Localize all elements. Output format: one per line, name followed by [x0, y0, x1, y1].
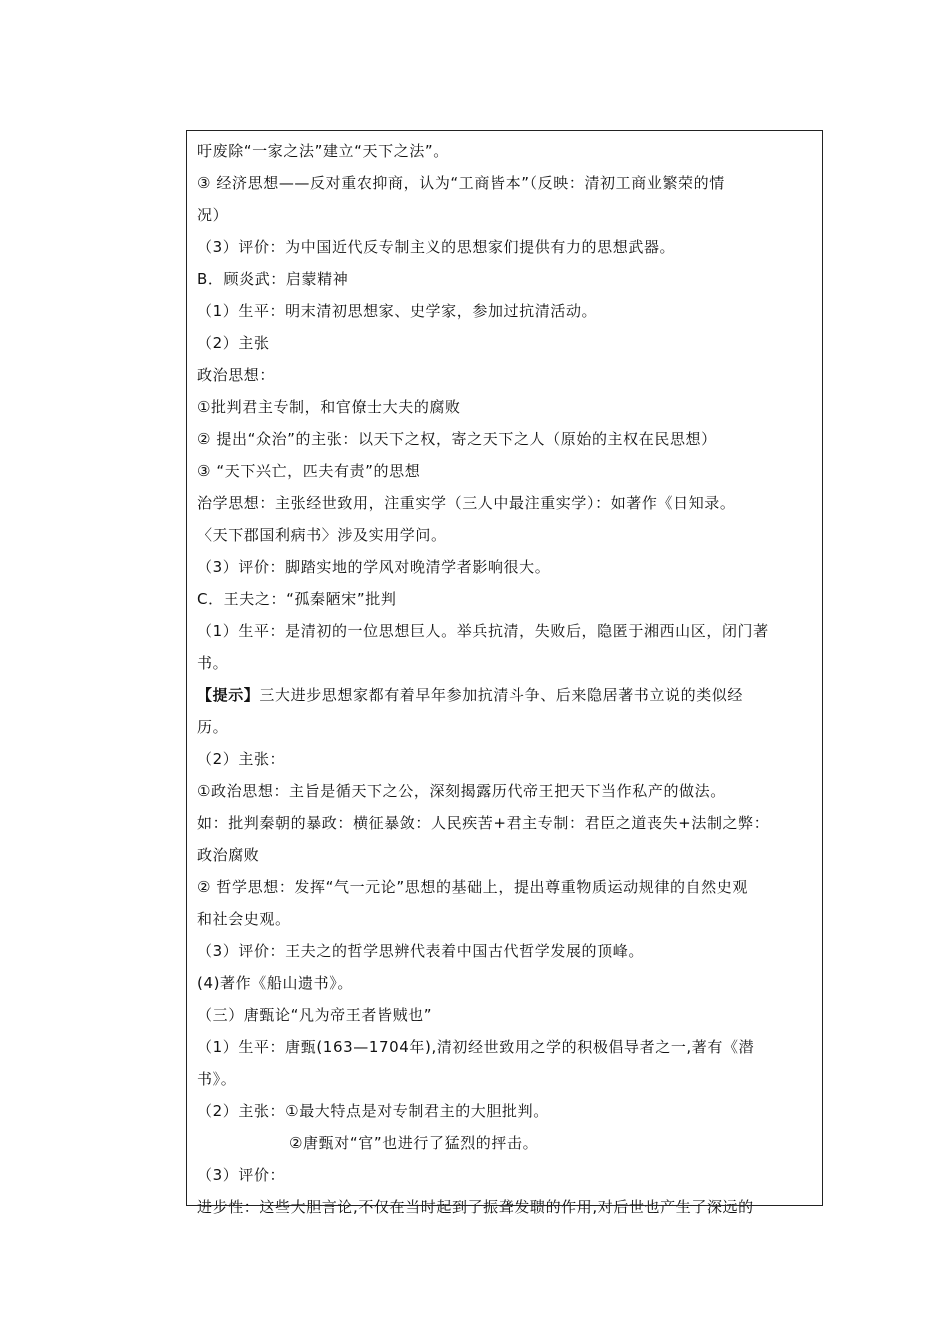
- text-line: （3）评价：脚踏实地的学风对晚清学者影响很大。: [197, 558, 551, 576]
- text-line: 政治思想：: [197, 366, 276, 384]
- text-line: 历。: [197, 718, 229, 736]
- text-line: 治学思想：主张经世致用，注重实学（三人中最注重实学）：如著作《日知录。: [197, 494, 736, 512]
- table-cell-frame: [186, 130, 823, 1216]
- text-line: ② 哲学思想：发挥“气一元论”思想的基础上，提出尊重物质运动规律的自然史观: [197, 878, 748, 896]
- text-line: 吁废除“一家之法”建立“天下之法”。: [197, 142, 449, 160]
- text-line: （1）生平：明末清初思想家、史学家，参加过抗清活动。: [197, 302, 598, 320]
- text-line: 况）: [197, 206, 229, 224]
- tip-line: [197, 679, 814, 711]
- text-line: ②唐甄对“官”也进行了猛烈的抨击。: [289, 1134, 539, 1152]
- section-heading: B．顾炎武：启蒙精神: [197, 270, 349, 288]
- text-line: 〈天下郡国利病书〉涉及实用学问。: [197, 526, 447, 544]
- tip-label: 【提示】: [197, 686, 260, 704]
- text-line: （2）主张：①最大特点是对专制君主的大胆批判。: [197, 1102, 549, 1120]
- text-line: ①政治思想：主旨是循天下之公，深刻揭露历代帝王把天下当作私产的做法。: [197, 782, 726, 800]
- text-line: 政治腐败: [197, 846, 260, 864]
- section-heading: （三）唐甄论“凡为帝王者皆贼也”: [197, 1006, 433, 1024]
- text-line: 和社会史观。: [197, 910, 291, 928]
- text-line: 如：批判秦朝的暴政：横征暴敛：人民疾苦+君主专制：君臣之道丧失+法制之弊：: [197, 814, 770, 832]
- text-line: ③ “天下兴亡，匹夫有责”的思想: [197, 462, 421, 480]
- text-line: ①批判君主专制，和官僚士大夫的腐败: [197, 398, 461, 416]
- text-line: ③ 经济思想——反对重农抑商，认为“工商皆本”（反映：清初工商业繁荣的情: [197, 174, 725, 192]
- text-line: 书。: [197, 654, 229, 672]
- text-line: 书》。: [197, 1070, 237, 1088]
- text-line: （1）生平：唐甄(163—1704年),清初经世致用之学的积极倡导者之一,著有《潜: [197, 1038, 755, 1056]
- text-line: 进步性：这些大胆言论,不仅在当时起到了振聋发聩的作用,对后世也产生了深远的: [197, 1198, 754, 1216]
- text-line: （3）评价：: [197, 1166, 286, 1184]
- text-line: （2）主张：: [197, 750, 286, 768]
- text-line: (4)著作《船山遗书》。: [197, 974, 353, 992]
- text-line: （2）主张: [197, 334, 270, 352]
- document-text: [197, 135, 814, 1223]
- section-heading: C．王夫之：“孤秦陋宋”批判: [197, 590, 397, 608]
- text-line: （1）生平：是清初的一位思想巨人。举兵抗清，失败后，隐匿于湘西山区，闭门著: [197, 622, 769, 640]
- text-line: ② 提出“众治”的主张：以天下之权，寄之天下之人（原始的主权在民思想）: [197, 430, 717, 448]
- text-line: （3）评价：王夫之的哲学思辨代表着中国古代哲学发展的顶峰。: [197, 942, 644, 960]
- tip-text: 三大进步思想家都有着早年参加抗清斗争、后来隐居著书立说的类似经: [259, 686, 744, 704]
- text-line: （3）评价：为中国近代反专制主义的思想家们提供有力的思想武器。: [197, 238, 676, 256]
